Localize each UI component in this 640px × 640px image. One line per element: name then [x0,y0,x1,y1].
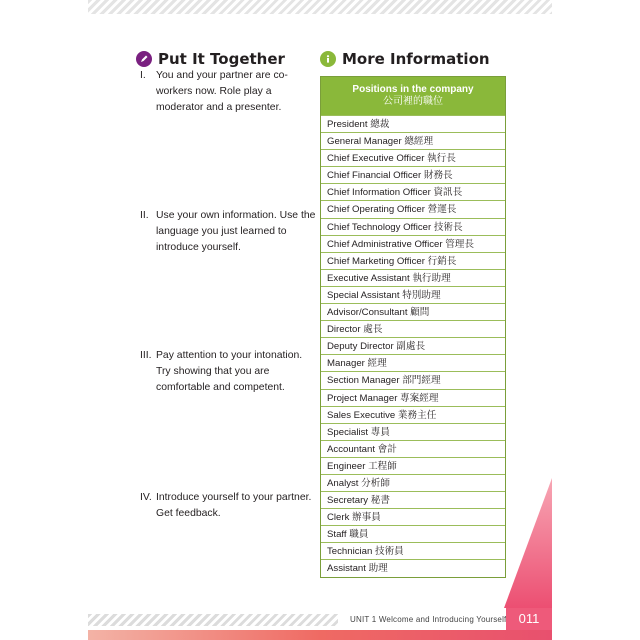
table-row: Staff 職員 [321,525,505,542]
table-row: Chief Executive Officer 執行長 [321,149,505,166]
table-row: Special Assistant 特別助理 [321,286,505,303]
unit-label: UNIT 1 Welcome and Introducing Yourself [350,615,507,624]
table-row: Technician 技術員 [321,542,505,559]
info-icon [320,51,336,67]
instruction-text: Introduce yourself to your partner. Get feedback. [156,492,312,519]
table-row: Specialist 專員 [321,423,505,440]
instruction-item [140,348,318,396]
table-row: Secretary 秘書 [321,491,505,508]
section-title: Put It Together [158,50,285,68]
table-row: Deputy Director 副處長 [321,337,505,354]
table-row: Chief Information Officer 資訊長 [321,183,505,200]
table-row: Manager 經理 [321,354,505,371]
table-row: Chief Operating Officer 營運長 [321,200,505,217]
positions-table [320,76,506,578]
table-row: Director 處長 [321,320,505,337]
table-header-english: Positions in the company [352,84,474,95]
table-row: Chief Marketing Officer 行銷長 [321,252,505,269]
roman-numeral: II. [140,210,149,221]
table-row: Engineer 工程師 [321,457,505,474]
table-row: Assistant 助理 [321,559,505,576]
table-row: Chief Administrative Officer 管理長 [321,235,505,252]
instruction-item [140,490,318,522]
table-row: Section Manager 部門經理 [321,371,505,388]
table-header [321,77,505,115]
page-number: 011 [506,608,552,630]
table-row: Chief Technology Officer 技術長 [321,218,505,235]
top-stripe-band [88,0,552,14]
roman-numeral: III. [140,350,152,361]
table-row: Sales Executive 業務主任 [321,406,505,423]
table-row: President 總裁 [321,115,505,132]
table-row: Analyst 分析師 [321,474,505,491]
footer-stripe-band [88,614,338,626]
more-information-heading [320,50,490,68]
instruction-item [140,208,318,256]
table-row: Chief Financial Officer 財務長 [321,166,505,183]
instruction-item [140,68,318,116]
bottom-gradient-bar [88,630,552,640]
instruction-text: Pay attention to your intonation. Try showing that you are comfortable and competent. [156,350,303,393]
instruction-text: You and your partner are co-workers now. Role play a moderator and a presenter. [156,70,288,113]
decorative-wedge [504,478,552,608]
table-row: Project Manager 專案經理 [321,389,505,406]
roman-numeral: IV. [140,492,152,503]
table-row: Executive Assistant 執行助理 [321,269,505,286]
put-it-together-heading [136,50,285,68]
table-header-chinese: 公司裡的職位 [383,96,443,107]
table-row: Accountant 會計 [321,440,505,457]
table-row: General Manager 總經理 [321,132,505,149]
table-row: Clerk 辦事員 [321,508,505,525]
table-row: Advisor/Consultant 顧問 [321,303,505,320]
instruction-text: Use your own information. Use the language you just learned to introduce yourself. [156,210,316,253]
pen-icon [136,51,152,67]
roman-numeral: I. [140,70,146,81]
section-title: More Information [342,50,490,68]
